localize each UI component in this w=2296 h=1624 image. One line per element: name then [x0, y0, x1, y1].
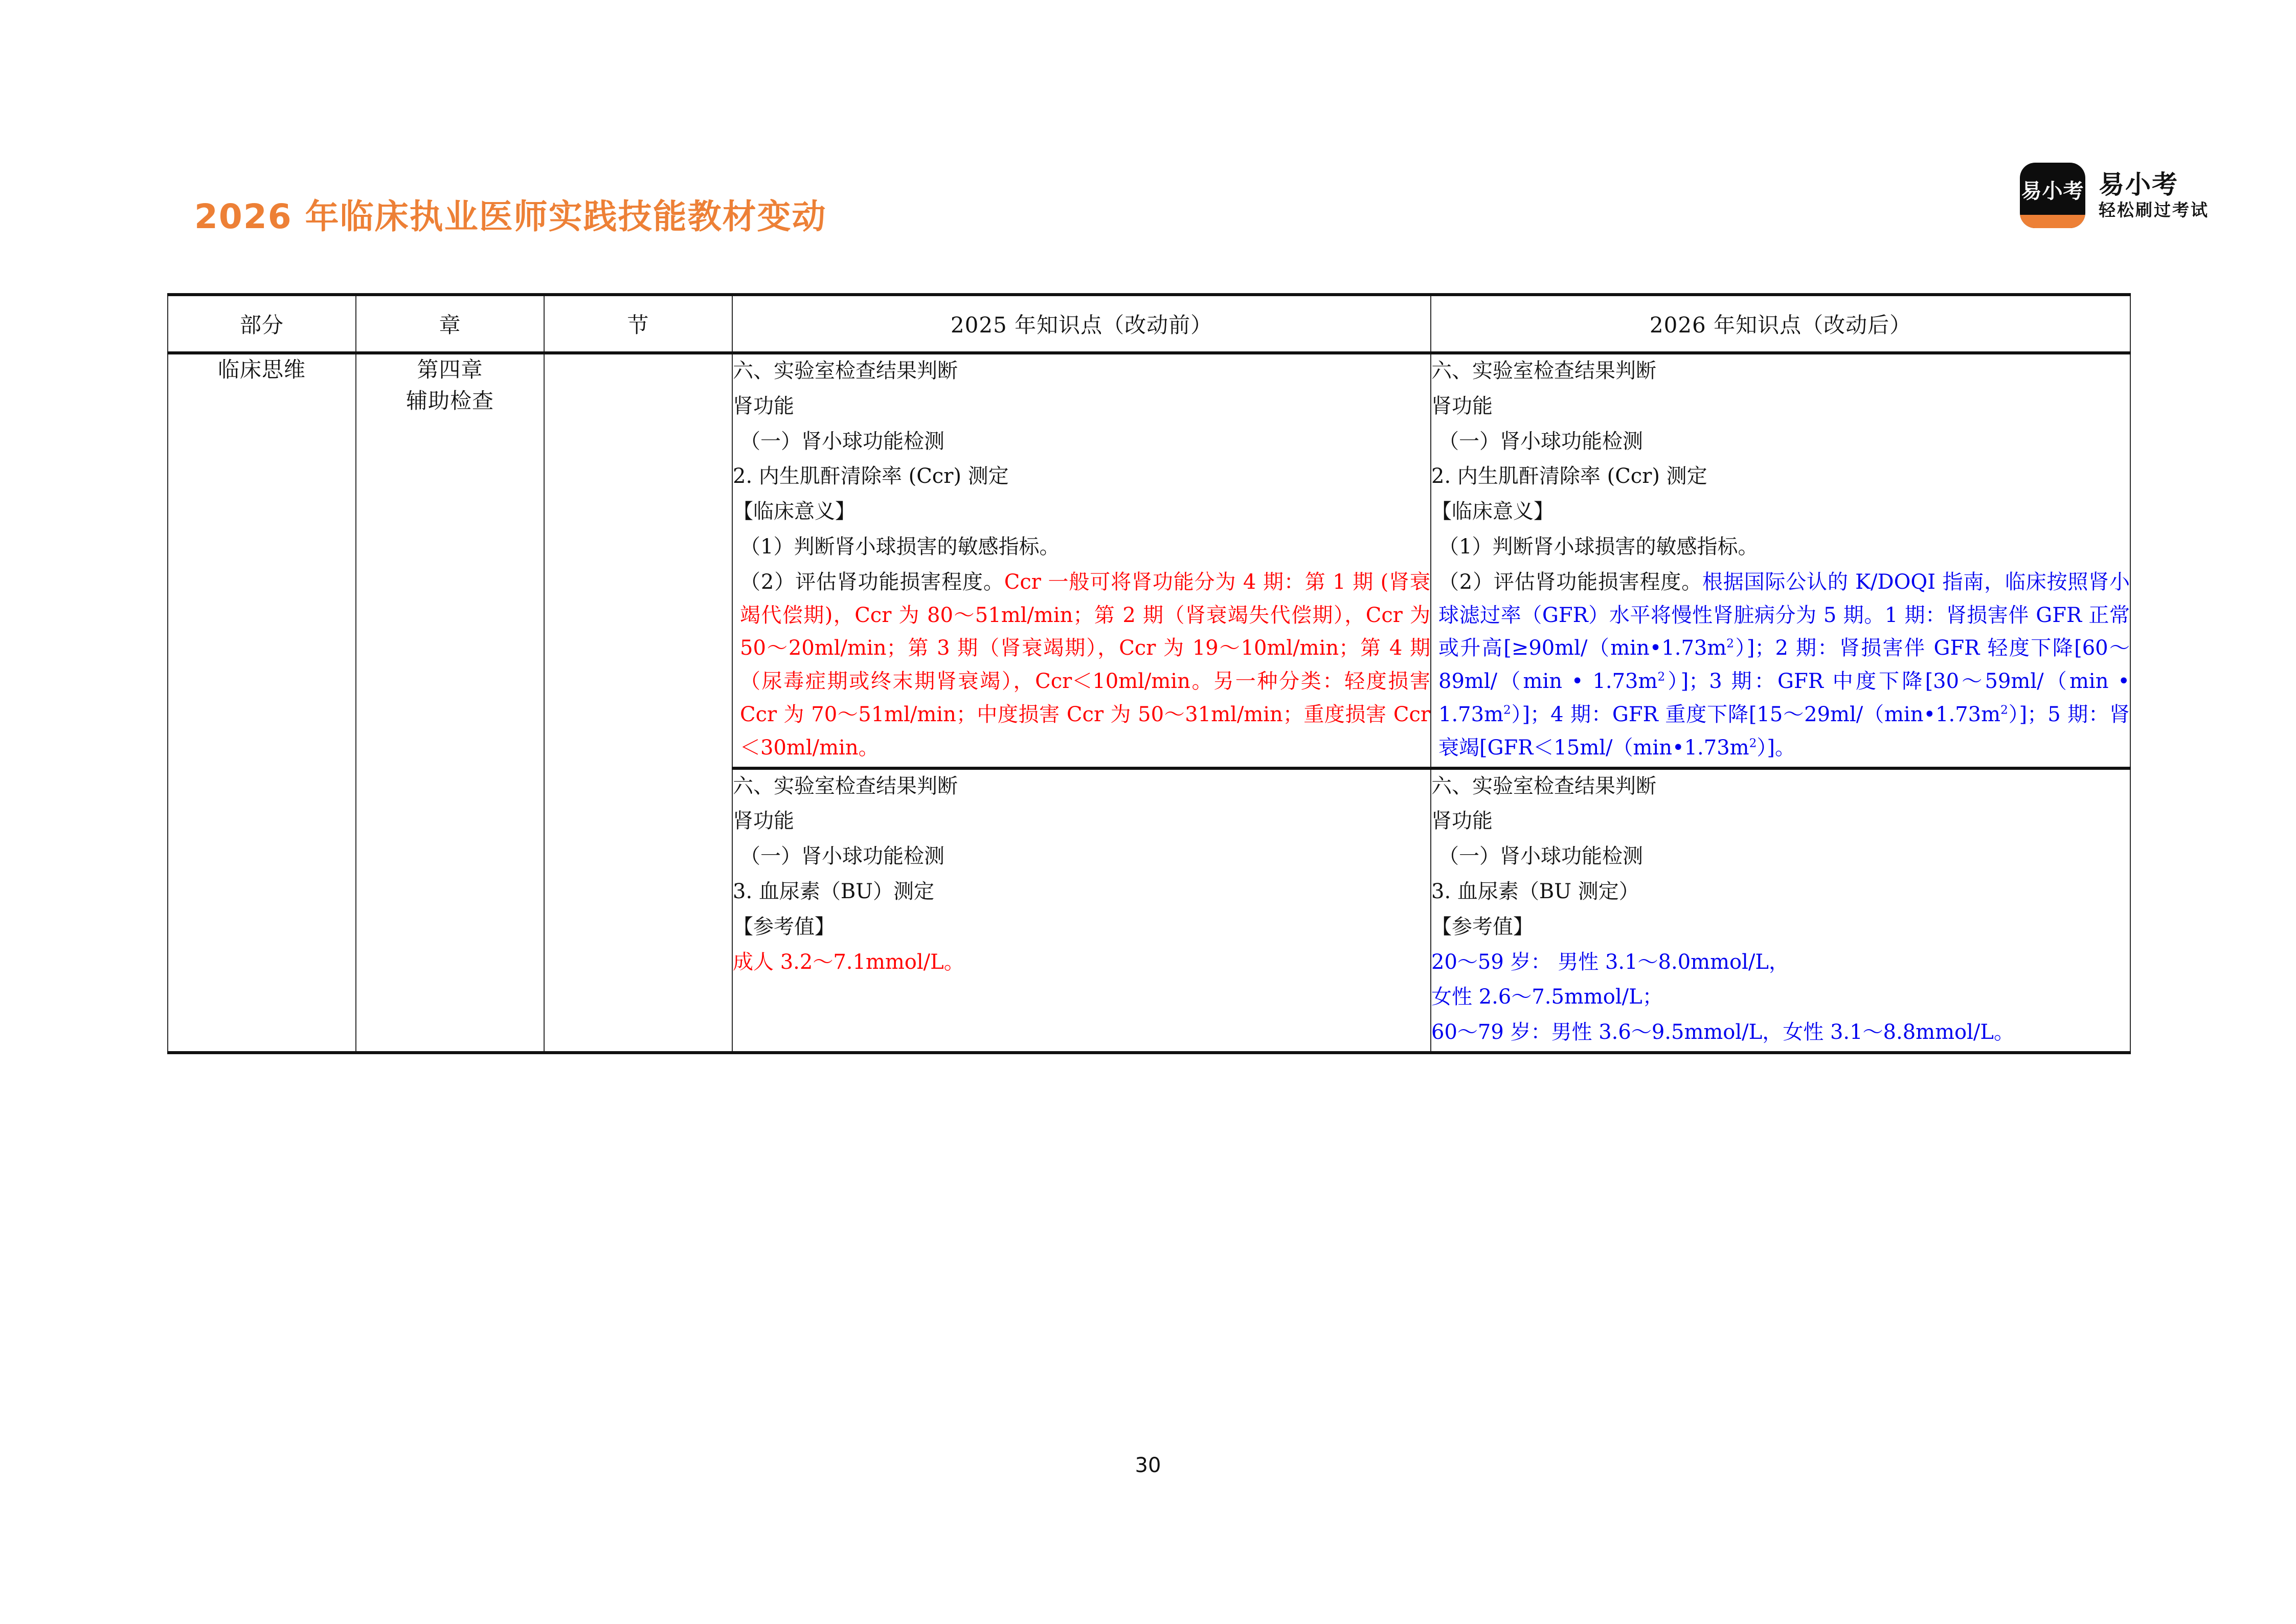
text-line: 【参考值】: [733, 915, 835, 939]
cell-2025-ccr: [732, 353, 1431, 768]
text-line: 【参考值】: [1431, 915, 1534, 939]
text-line: 肾功能: [1431, 394, 1493, 418]
text-line: 肾功能: [1431, 809, 1493, 833]
page-title: 2026 年临床执业医师实践技能教材变动: [194, 197, 827, 236]
brand-name: 易小考: [2099, 169, 2178, 199]
text-changed-old: Ccr 一般可将肾功能分为 4 期：第 1 期 (肾衰竭代偿期)，Ccr 为 80～51ml/min；第 2 期（肾衰竭失代偿期），Ccr 为 50～20ml/min；第 3 期（肾衰竭期），Ccr 为 19～10ml/min；第 4 期（尿毒症期或终末期肾衰竭），Ccr＜10ml/min。另一种分类：轻度损害 Ccr 为 70～51ml/min；中度损害 Ccr 为 50～31ml/min；重度损害 Ccr＜30ml/min。: [740, 570, 1431, 760]
cell-chapter-line1: 第四章: [417, 357, 483, 382]
column-header-chapter: 章: [356, 295, 544, 353]
brand-tagline: 轻松刷过考试: [2099, 200, 2209, 220]
text-line: （一）肾小球功能检测: [1438, 844, 1643, 869]
text-line: （1）判断肾小球损害的敏感指标。: [740, 535, 1060, 559]
page-number: 30: [1135, 1454, 1161, 1477]
text-line: 肾功能: [733, 809, 794, 833]
text-changed-new: 60～79 岁：男性 3.6～9.5mmol/L，女性 3.1～8.8mmol/L。: [1431, 1020, 2014, 1044]
text-black: （2）评估肾功能损害程度。: [740, 570, 1004, 594]
text-line: 2. 内生肌酐清除率 (Ccr) 测定: [1431, 464, 1707, 488]
cell-2025-bu: [732, 768, 1431, 1053]
text-line: （一）肾小球功能检测: [740, 844, 944, 869]
brand-mark-text: 易小考: [2021, 180, 2084, 203]
text-line: 六、实验室检查结果判断: [1431, 359, 1656, 383]
column-header-2025: 2025 年知识点（改动前）: [732, 295, 1431, 353]
text-line: 六、实验室检查结果判断: [1431, 774, 1656, 798]
text-line-mixed: [733, 566, 1430, 765]
text-line: （一）肾小球功能检测: [1438, 429, 1643, 453]
cell-part: 临床思维: [168, 353, 356, 1053]
brand-words: [2099, 171, 2209, 220]
text-line: 【临床意义】: [1431, 500, 1554, 524]
cell-chapter: [356, 353, 544, 1053]
text-line: 六、实验室检查结果判断: [733, 774, 958, 798]
table-body: [168, 353, 2130, 1053]
table-row: [168, 353, 2130, 768]
changes-table: [167, 293, 2131, 1054]
table-header-row: [168, 295, 2130, 353]
column-header-part: 部分: [168, 295, 356, 353]
text-line: （1）判断肾小球损害的敏感指标。: [1438, 535, 1759, 559]
column-header-section: 节: [544, 295, 732, 353]
brand-logo: [2020, 163, 2209, 228]
cell-section: [544, 353, 732, 1053]
column-header-2026: 2026 年知识点（改动后）: [1431, 295, 2130, 353]
brand-mark-stripe: [2020, 215, 2085, 228]
text-line: 【临床意义】: [733, 500, 856, 524]
cell-2026-bu: [1431, 768, 2130, 1053]
cell-2026-ccr: [1431, 353, 2130, 768]
text-line-mixed: [1431, 566, 2130, 765]
table-header: [168, 295, 2130, 353]
text-line: 2. 内生肌酐清除率 (Ccr) 测定: [733, 464, 1009, 488]
text-line: （一）肾小球功能检测: [740, 429, 944, 453]
text-changed-new: 根据国际公认的 K/DOQI 指南，临床按照肾小球滤过率（GFR）水平将慢性肾脏病分为 5 期。1 期：肾损害伴 GFR 正常或升高$[\ge 90ml/(\min•1.73m^2)]$；2 期：肾损害伴 GFR 轻度下降[60～89ml/（min • $1.73m^2$）]；3 期：GFR 中度下降[30～59ml/（min • $1.73m^2$）]；4 期：GFR 重度下降$[15\sim 29ml/(\min•1.73m^2)]$；5 期：肾衰竭$[GFR<15ml/(\min•1.73m^2)]$。: [1438, 570, 2130, 760]
brand-mark-icon: [2020, 163, 2085, 228]
text-line: 六、实验室检查结果判断: [733, 359, 958, 383]
cell-chapter-line2: 辅助检查: [406, 388, 494, 413]
text-line: 肾功能: [733, 394, 794, 418]
text-line: 3. 血尿素（BU 测定）: [1431, 879, 1639, 903]
text-changed-new: 20～59 岁： 男性 3.1～8.0mmol/L，: [1431, 950, 1789, 974]
text-black: （2）评估肾功能损害程度。: [1438, 570, 1702, 594]
text-line: 3. 血尿素（BU）测定: [733, 879, 934, 903]
page-header: [0, 0, 2296, 266]
text-changed-old: 成人 3.2～7.1mmol/L。: [733, 950, 964, 974]
text-changed-new: 女性 2.6～7.5mmol/L；: [1431, 985, 1663, 1009]
